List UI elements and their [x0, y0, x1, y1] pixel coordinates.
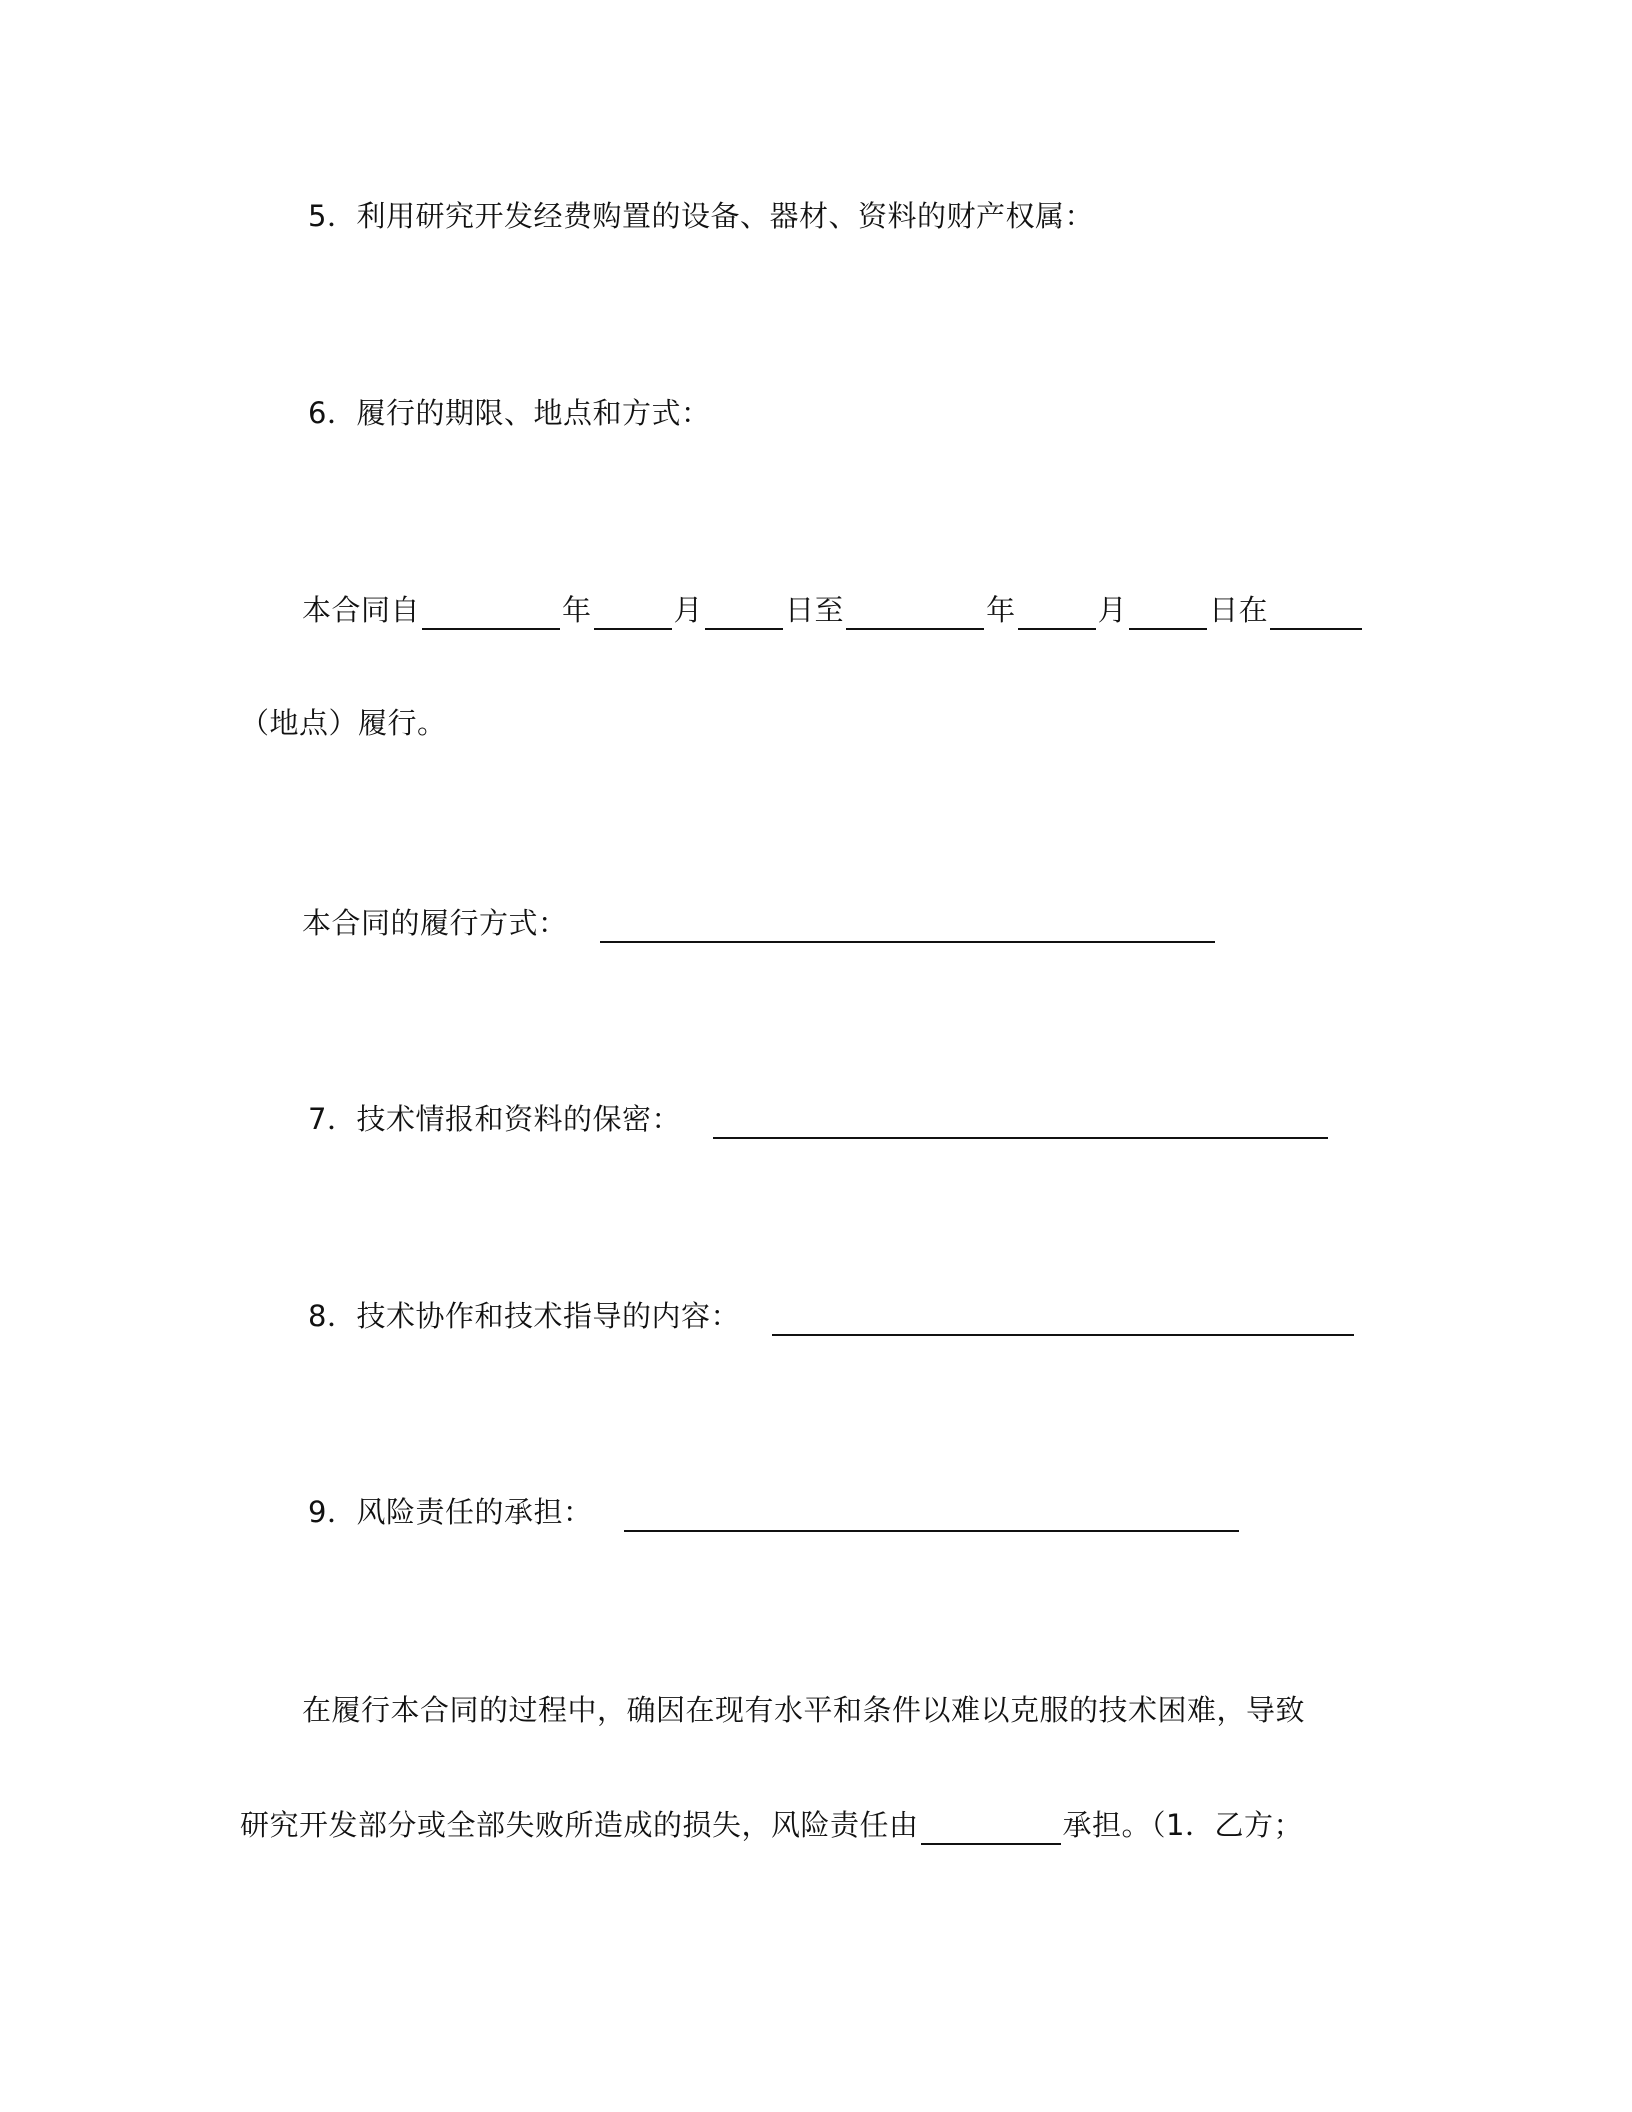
item-5-text: 5．利用研究开发经费购置的设备、器材、资料的财产权属：	[308, 199, 1094, 233]
date-prefix: 本合同自	[302, 593, 421, 627]
item-7-text: 7．技术情报和资料的保密：	[308, 1102, 681, 1136]
method-label: 本合同的履行方式：	[302, 906, 568, 940]
item-5-property-rights	[308, 196, 1094, 236]
risk-bearer-blank[interactable]	[921, 1813, 1061, 1845]
day-at-label: 日在	[1209, 593, 1269, 627]
item-9-risk	[308, 1492, 1241, 1532]
item-8-text: 8．技术协作和技术指导的内容：	[308, 1299, 740, 1333]
end-month-blank[interactable]	[1018, 598, 1096, 630]
contract-period-line	[302, 590, 1364, 630]
confidentiality-blank[interactable]	[713, 1107, 1328, 1139]
place-blank[interactable]	[1270, 598, 1362, 630]
year-label-1: 年	[562, 593, 592, 627]
day-to-label: 日至	[785, 593, 845, 627]
start-month-blank[interactable]	[594, 598, 672, 630]
start-year-blank[interactable]	[422, 598, 560, 630]
item-7-confidentiality	[308, 1099, 1330, 1139]
month-label-1: 月	[673, 593, 704, 627]
place-text: （地点）履行。	[240, 706, 447, 740]
risk-paragraph-text-2a: 研究开发部分或全部失败所造成的损失，风险责任由	[240, 1808, 919, 1842]
end-day-blank[interactable]	[1129, 598, 1207, 630]
risk-paragraph-text-2b: 承担。（1．乙方；	[1062, 1808, 1303, 1842]
start-day-blank[interactable]	[705, 598, 783, 630]
risk-paragraph-line-1	[302, 1690, 1305, 1730]
year-label-2: 年	[986, 593, 1016, 627]
risk-paragraph-line-2	[240, 1805, 1303, 1845]
item-6-performance	[308, 393, 710, 433]
risk-blank[interactable]	[624, 1500, 1239, 1532]
month-label-2: 月	[1097, 593, 1128, 627]
item-8-tech-cooperation	[308, 1296, 1356, 1336]
risk-paragraph-text-1: 在履行本合同的过程中，确因在现有水平和条件以难以克服的技术困难，导致	[302, 1693, 1306, 1727]
place-line	[240, 703, 447, 743]
method-blank[interactable]	[600, 911, 1215, 943]
end-year-blank[interactable]	[846, 598, 984, 630]
performance-method-line	[302, 903, 1217, 943]
tech-cooperation-blank[interactable]	[772, 1304, 1354, 1336]
item-6-text: 6．履行的期限、地点和方式：	[308, 396, 711, 430]
item-9-text: 9．风险责任的承担：	[308, 1495, 593, 1529]
